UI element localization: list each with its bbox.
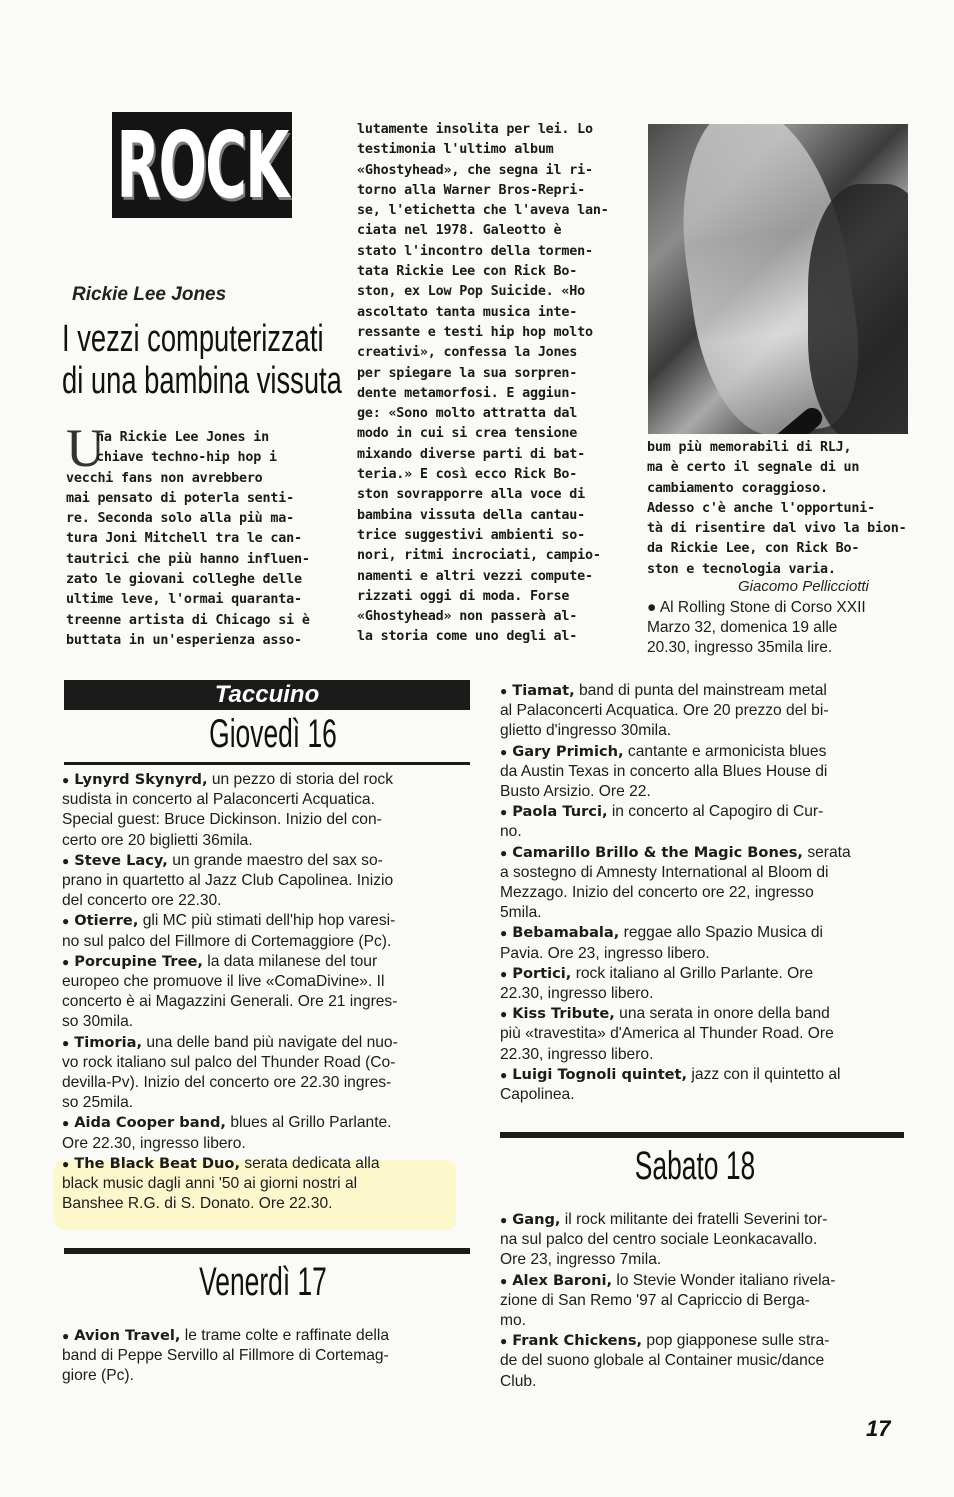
text-line: mixando diverse parti di bat- bbox=[357, 446, 585, 462]
listing-continuation bbox=[500, 1085, 910, 1105]
listing-continuation bbox=[62, 1053, 472, 1073]
text-line: ston, ex Low Pop Suicide. «Ho bbox=[357, 284, 585, 300]
listing-artist: Alex Baroni, bbox=[512, 1271, 613, 1289]
listing-entry bbox=[62, 911, 472, 931]
listing-text: la data milanese del tour bbox=[202, 952, 378, 970]
text-line: ge: «Sono molto attratta dal bbox=[357, 406, 578, 422]
artist-photo bbox=[648, 124, 908, 434]
listing-text: jazz con il quintetto al bbox=[687, 1065, 841, 1083]
listing-artist: The Black Beat Duo, bbox=[74, 1154, 240, 1172]
listing-text: un pezzo di storia del rock bbox=[207, 771, 394, 788]
listing-continuation bbox=[62, 790, 472, 810]
bullet-icon: ● bbox=[62, 1329, 70, 1343]
text-line: na Rickie Lee Jones in bbox=[96, 430, 269, 445]
text-line: re. Seconda solo alla più ma- bbox=[66, 511, 294, 527]
listing-text: vo rock italiano sul palco del Thunder Road (Co- bbox=[62, 1053, 396, 1071]
divider-rule bbox=[500, 1132, 904, 1138]
text-line: nori, ritmi incrociati, campio- bbox=[357, 548, 601, 564]
listing-text: glietto d'ingresso 30mila. bbox=[500, 722, 672, 740]
listing-continuation bbox=[62, 810, 472, 830]
bullet-icon: ● bbox=[62, 773, 70, 787]
section-masthead bbox=[112, 112, 292, 218]
listing-text: Ore 23, ingresso 7mila. bbox=[500, 1251, 662, 1269]
text-line: Marzo 32, domenica 19 alle bbox=[647, 619, 838, 636]
text-line: la storia come uno degli al- bbox=[357, 629, 578, 645]
text-line: ston sovrapporre alla voce di bbox=[357, 487, 585, 503]
text-line: rizzati oggi di moda. Forse bbox=[357, 588, 570, 604]
listing-continuation bbox=[500, 1230, 910, 1250]
text-line: ressante e testi hip hop molto bbox=[357, 324, 593, 340]
listing-text: da Austin Texas in concerto alla Blues House di bbox=[500, 762, 828, 780]
text-line: bum più memorabili di RLJ, bbox=[647, 440, 852, 455]
giovedi-listings bbox=[62, 770, 472, 1214]
day-heading-sabato: Sabato 18 bbox=[634, 1144, 756, 1188]
listing-artist: Bebamabala, bbox=[512, 924, 620, 942]
listing-continuation bbox=[500, 883, 910, 903]
article-column-2 bbox=[357, 120, 622, 648]
listing-entry bbox=[500, 1210, 910, 1230]
divider-rule bbox=[64, 1248, 470, 1254]
listing-entry bbox=[62, 770, 472, 790]
bullet-icon: ● bbox=[500, 845, 508, 860]
text-line: Adesso c'è anche l'opportuni- bbox=[647, 500, 875, 516]
listing-text: il rock militante dei fratelli Severini tor- bbox=[560, 1211, 828, 1228]
listing-continuation bbox=[500, 721, 910, 741]
bullet-icon: ● bbox=[62, 1116, 70, 1131]
listing-artist: Luigi Tognoli quintet, bbox=[512, 1065, 688, 1083]
listing-text: 22.30, ingresso libero. bbox=[500, 1045, 654, 1063]
listing-entry bbox=[62, 1154, 472, 1174]
listing-text: so 25mila. bbox=[62, 1094, 134, 1112]
listing-continuation bbox=[500, 944, 910, 964]
listing-text: 22.30, ingresso libero. bbox=[500, 985, 654, 1003]
listing-continuation bbox=[500, 903, 910, 923]
bullet-icon: ● bbox=[62, 1156, 70, 1171]
listing-artist: Steve Lacy, bbox=[74, 851, 168, 869]
right-listings bbox=[500, 681, 910, 1105]
listing-text: a sostegno di Amnesty International al Bloom di bbox=[500, 863, 829, 881]
listing-text: 5mila. bbox=[500, 904, 542, 922]
listing-artist: Lynyrd Skynyrd, bbox=[74, 771, 208, 788]
listing-text: Club. bbox=[500, 1372, 537, 1390]
listing-entry bbox=[62, 1033, 472, 1053]
bullet-icon: ● bbox=[500, 805, 508, 820]
listing-continuation bbox=[62, 972, 472, 992]
text-line: dente metamorfosi. E aggiun- bbox=[357, 385, 578, 401]
page-number: 17 bbox=[866, 1416, 891, 1441]
listing-text: sudista in concerto al Palaconcerti Acquatica. bbox=[62, 791, 375, 809]
listing-text: rock italiano al Grillo Parlante. Ore bbox=[571, 964, 814, 982]
listing-text: reggae allo Spazio Musica di bbox=[619, 924, 824, 942]
bullet-icon: ● bbox=[62, 1035, 70, 1050]
listing-continuation bbox=[62, 932, 472, 952]
day-heading-giovedi: Giovedì 16 bbox=[209, 712, 337, 756]
listing-artist: Timoria, bbox=[74, 1033, 143, 1051]
article-column-1 bbox=[66, 428, 336, 651]
text-line: testimonia l'ultimo album bbox=[357, 142, 554, 158]
listing-text: Busto Arsizio. Ore 22. bbox=[500, 783, 651, 801]
listing-continuation bbox=[500, 701, 910, 721]
listing-text: prano in quartetto al Jazz Club Capolinea. Inizio bbox=[62, 872, 394, 890]
text-line: buttata in un'esperienza asso- bbox=[66, 632, 302, 648]
listing-text: devilla-Pv). Inizio del concerto ore 22.30 ingres- bbox=[62, 1074, 392, 1092]
listing-entry bbox=[500, 1271, 910, 1291]
listing-text: band di punta del mainstream metal bbox=[574, 682, 827, 699]
text-line: zato le giovani colleghe delle bbox=[66, 572, 302, 588]
listing-entry bbox=[500, 1065, 910, 1085]
listing-continuation bbox=[62, 1134, 472, 1154]
listing-artist: Avion Travel, bbox=[74, 1327, 181, 1344]
listing-artist: Frank Chickens, bbox=[512, 1332, 643, 1350]
text-line: da Rickie Lee, con Rick Bo- bbox=[647, 541, 860, 557]
photo-shadow-shape bbox=[808, 184, 908, 434]
text-line: mai pensato di poterla senti- bbox=[66, 490, 294, 506]
text-line: «Ghostyhead» non passerà al- bbox=[357, 609, 578, 625]
bullet-icon: ● bbox=[500, 1334, 508, 1349]
listing-text: una serata in onore della band bbox=[614, 1005, 830, 1023]
listing-entry bbox=[500, 802, 910, 822]
text-line: treenne artista di Chicago si è bbox=[66, 612, 310, 628]
listing-text: al Palaconcerti Acquatica. Ore 20 prezzo del bi- bbox=[500, 702, 829, 720]
text-line: stato l'incontro della tormen- bbox=[357, 243, 593, 259]
text-line: ston e tecnologia varia. bbox=[647, 561, 836, 577]
divider-rule bbox=[64, 762, 470, 765]
listing-text: zione di San Remo '97 al Capriccio di Berga- bbox=[500, 1291, 810, 1309]
listing-continuation bbox=[62, 992, 472, 1012]
headline-line: di una bambina vissuta bbox=[62, 360, 342, 402]
bullet-icon: ● bbox=[500, 1067, 508, 1082]
listing-entry bbox=[500, 742, 910, 762]
bullet-icon: ● bbox=[500, 684, 508, 698]
day-heading-venerdi: Venerdì 17 bbox=[199, 1260, 327, 1304]
text-line: teria.» E così ecco Rick Bo- bbox=[357, 467, 578, 483]
listing-text: una delle band più navigate del nuo- bbox=[142, 1033, 398, 1051]
drop-cap: U bbox=[66, 418, 105, 478]
listing-continuation bbox=[62, 1073, 472, 1093]
bullet-icon: ● bbox=[62, 853, 70, 868]
text-line: ma è certo il segnale di un bbox=[647, 460, 860, 476]
listing-text: na sul palco del centro sociale Leonkacavallo. bbox=[500, 1231, 818, 1249]
listing-continuation bbox=[62, 871, 472, 891]
listing-continuation bbox=[500, 863, 910, 883]
text-line: ascoltato tanta musica inte- bbox=[357, 304, 578, 320]
listing-continuation bbox=[500, 984, 910, 1004]
listing-continuation bbox=[500, 782, 910, 802]
listing-entry bbox=[500, 923, 910, 943]
listing-text: europeo che promuove il live «ComaDivine». Il bbox=[62, 973, 385, 991]
listing-continuation bbox=[500, 1024, 910, 1044]
listing-text: gli MC più stimati dell'hip hop varesi- bbox=[138, 912, 396, 930]
sabato-listings bbox=[500, 1210, 910, 1392]
listing-text: Pavia. Ore 23, ingresso libero. bbox=[500, 944, 710, 962]
text-line: tà di risentire dal vivo la bion- bbox=[647, 521, 907, 537]
listing-artist: Kiss Tribute, bbox=[512, 1005, 615, 1023]
listing-text: Ore 22.30, ingresso libero. bbox=[62, 1134, 246, 1152]
text-line: lutamente insolita per lei. Lo bbox=[357, 122, 593, 137]
text-line: per spiegare la sua sorpren- bbox=[357, 365, 578, 381]
bullet-icon: ● bbox=[500, 966, 508, 981]
taccuino-banner: Taccuino bbox=[64, 680, 470, 710]
listing-text: Capolinea. bbox=[500, 1086, 575, 1104]
text-line: se, l'etichetta che l'aveva lan- bbox=[357, 203, 609, 219]
listing-artist: Aida Cooper band, bbox=[74, 1114, 226, 1132]
listing-continuation bbox=[500, 1250, 910, 1270]
bullet-icon: ● bbox=[500, 744, 508, 759]
listing-text: le trame colte e raffinate della bbox=[180, 1327, 390, 1344]
listing-text: Mezzago. Inizio del concerto ore 22, ingresso bbox=[500, 884, 814, 902]
listing-text: serata dedicata alla bbox=[239, 1154, 380, 1172]
listing-continuation bbox=[62, 1012, 472, 1032]
listing-continuation bbox=[500, 1351, 910, 1371]
text-line: torno alla Warner Bros-Repri- bbox=[357, 182, 585, 198]
listing-continuation bbox=[62, 1366, 472, 1386]
listing-continuation bbox=[500, 1372, 910, 1392]
text-line: trice suggestivi ambienti so- bbox=[357, 527, 585, 543]
listing-text: no. bbox=[500, 823, 522, 841]
listing-continuation bbox=[500, 1311, 910, 1331]
listing-text: black music dagli anni '50 ai giorni nostri al bbox=[62, 1175, 358, 1193]
listing-entry bbox=[500, 1331, 910, 1351]
listing-entry bbox=[62, 851, 472, 871]
text-line: ultime leve, l'ormai quaranta- bbox=[66, 592, 302, 608]
listing-entry bbox=[62, 952, 472, 972]
text-line: creativi», confessa la Jones bbox=[357, 345, 578, 361]
listing-text: blues al Grillo Parlante. bbox=[225, 1114, 392, 1132]
text-line: bambina vissuta della cantau- bbox=[357, 507, 585, 523]
listing-entry bbox=[500, 843, 910, 863]
venerdi-listings bbox=[62, 1326, 472, 1387]
listing-artist: Porcupine Tree, bbox=[74, 952, 203, 970]
article-column-3 bbox=[647, 438, 912, 580]
listing-continuation bbox=[500, 822, 910, 842]
text-line: «Ghostyhead», che segna il ri- bbox=[357, 162, 593, 178]
text-line: 20.30, ingresso 35mila lire. bbox=[647, 639, 833, 656]
author-signature: Giacomo Pellicciotti bbox=[738, 578, 869, 595]
listing-continuation bbox=[62, 1174, 472, 1194]
text-line: tata Rickie Lee con Rick Bo- bbox=[357, 264, 578, 280]
listing-entry bbox=[500, 964, 910, 984]
listing-artist: Otierre, bbox=[74, 912, 139, 930]
listing-entry bbox=[62, 1113, 472, 1133]
listing-text: certo ore 20 biglietti 36mila. bbox=[62, 831, 253, 849]
listing-text: più «travestita» d'America al Thunder Road. Ore bbox=[500, 1025, 834, 1043]
bullet-icon: ● bbox=[500, 1273, 508, 1288]
listing-text: concerto è ai Magazzini Generali. Ore 21 ingres- bbox=[62, 993, 398, 1011]
text-line: cambiamento coraggioso. bbox=[647, 480, 828, 496]
text-line: ● Al Rolling Stone di Corso XXII bbox=[647, 599, 866, 616]
article-headline bbox=[62, 318, 342, 402]
listing-artist: Tiamat, bbox=[512, 682, 575, 699]
listing-text: serata bbox=[802, 843, 851, 861]
listing-text: del concerto ore 22.30. bbox=[62, 892, 222, 910]
bullet-icon: ● bbox=[500, 1007, 508, 1022]
bullet-icon: ● bbox=[500, 1213, 508, 1227]
listing-artist: Gary Primich, bbox=[512, 742, 624, 760]
text-line: ciata nel 1978. Galeotto è bbox=[357, 223, 562, 239]
listing-text: cantante e armonicista blues bbox=[623, 742, 827, 760]
listing-text: no sul palco del Fillmore di Cortemaggiore (Pc). bbox=[62, 932, 392, 950]
text-line: tautrici che più hanno influen- bbox=[66, 551, 310, 567]
text-line: chiave techno-hip hop i bbox=[96, 450, 277, 466]
listing-artist: Paola Turci, bbox=[512, 803, 608, 821]
listing-continuation bbox=[500, 762, 910, 782]
text-line: namenti e altri vezzi compute- bbox=[357, 568, 593, 584]
listing-entry bbox=[500, 1004, 910, 1024]
bullet-icon: ● bbox=[62, 954, 70, 969]
listing-text: band di Peppe Servillo al Fillmore di Cortemag- bbox=[62, 1347, 389, 1365]
listing-continuation bbox=[500, 1045, 910, 1065]
listing-entry bbox=[62, 1326, 472, 1346]
listing-text: mo. bbox=[500, 1312, 526, 1330]
section-title: ROCK bbox=[116, 112, 288, 218]
bullet-icon: ● bbox=[62, 914, 70, 929]
listing-text: so 30mila. bbox=[62, 1013, 134, 1031]
listing-artist: Camarillo Brillo & the Magic Bones, bbox=[512, 843, 803, 861]
listing-text: de del suono globale al Container music/dance bbox=[500, 1352, 825, 1370]
listing-entry bbox=[500, 681, 910, 701]
listing-continuation bbox=[62, 891, 472, 911]
listing-continuation bbox=[62, 1093, 472, 1113]
listing-artist: Gang, bbox=[512, 1211, 561, 1228]
listing-text: in concerto al Capogiro di Cur- bbox=[607, 803, 824, 821]
listing-continuation bbox=[62, 1194, 472, 1214]
listing-text: giore (Pc). bbox=[62, 1367, 134, 1385]
text-line: modo in cui si crea tensione bbox=[357, 426, 578, 442]
listing-text: Banshee R.G. di S. Donato. Ore 22.30. bbox=[62, 1195, 333, 1213]
listing-text: pop giapponese sulle stra- bbox=[642, 1332, 830, 1350]
listing-artist: Portici, bbox=[512, 964, 572, 982]
text-line: tura Joni Mitchell tra le can- bbox=[66, 531, 302, 547]
text-line: vecchi fans non avrebbero bbox=[66, 470, 263, 486]
listing-continuation bbox=[500, 1291, 910, 1311]
listing-text: lo Stevie Wonder italiano rivela- bbox=[612, 1271, 836, 1289]
listing-text: un grande maestro del sax so- bbox=[167, 851, 383, 869]
bullet-icon: ● bbox=[500, 926, 508, 941]
venue-note bbox=[647, 598, 917, 658]
listing-text: Special guest: Bruce Dickinson. Inizio del con- bbox=[62, 811, 382, 829]
article-kicker: Rickie Lee Jones bbox=[72, 284, 227, 305]
listing-continuation bbox=[62, 831, 472, 851]
listing-continuation bbox=[62, 1346, 472, 1366]
headline-line: I vezzi computerizzati bbox=[62, 318, 324, 360]
